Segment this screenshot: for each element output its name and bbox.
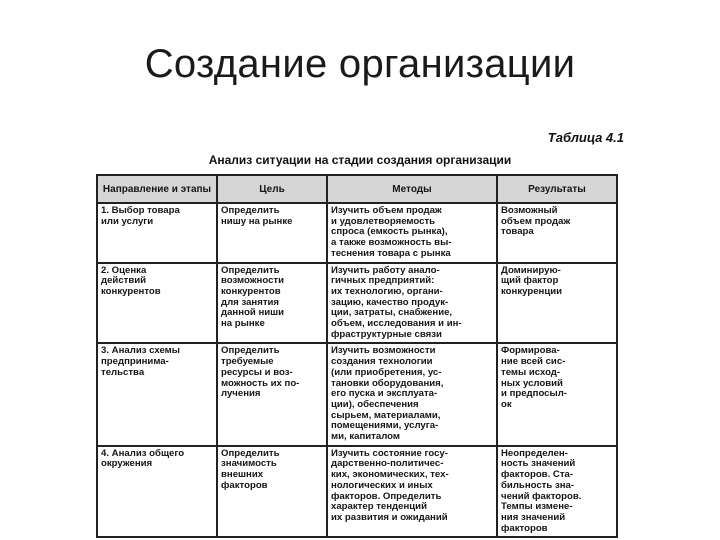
cell-goal	[217, 263, 327, 344]
header-results: Результаты	[497, 175, 617, 203]
cell-text: 2. Оценка действий конкурентов	[101, 264, 161, 297]
cell-methods	[327, 446, 497, 538]
cell-text: Доминирую- щий фактор конкуренции	[501, 264, 563, 297]
table-header-row	[97, 175, 617, 203]
cell-results	[497, 263, 617, 344]
cell-text: 1. Выбор товара или услуги	[101, 205, 180, 227]
cell-text: Изучить объем продаж и удовлетворяемость спроса (емкость рынка), а также возможность вы- теснения товара с рынка	[331, 205, 452, 259]
header-direction: Направление и этапы	[97, 175, 217, 203]
cell-results	[497, 203, 617, 263]
header-methods: Методы	[327, 175, 497, 203]
cell-text: Неопределен- ность значений факторов. Ста- бильность зна- чений факторов. Темпы измене- ния значений факторов	[501, 447, 582, 534]
table-row	[97, 446, 617, 538]
cell-goal	[217, 446, 327, 538]
cell-text: Изучить возможности создания технологии (или приобретения, ус- тановки оборудования, его пуска и эксплуата- ции), обеспечения сырьем, материалами, помещениями, услуга- ми, капиталом	[331, 345, 444, 443]
cell-goal	[217, 203, 327, 263]
cell-results	[497, 446, 617, 538]
cell-text: 3. Анализ схемы предпринима- тельства	[101, 345, 180, 378]
cell-results	[497, 343, 617, 445]
cell-methods	[327, 203, 497, 263]
cell-text: Определить нишу на рынке	[221, 205, 293, 227]
cell-text: Изучить состояние госу- дарственно-политичес- ких, экономических, тех- нологических и иных факторов. Определить характер тенденций их развития и ожиданий	[331, 447, 449, 523]
cell-text: Определить возможности конкурентов для занятия данной ниши на рынке	[221, 264, 285, 330]
cell-direction	[97, 343, 217, 445]
slide-title: Создание организации	[144, 42, 576, 86]
situation-analysis-table	[96, 174, 618, 538]
cell-text: Формирова- ние всей сис- темы исход- ных условий и предпосыл- ок	[501, 345, 567, 410]
cell-text: Возможный объем продаж товара	[501, 205, 571, 238]
cell-text: 4. Анализ общего окружения	[101, 447, 185, 470]
cell-goal	[217, 343, 327, 445]
cell-methods	[327, 343, 497, 445]
cell-direction	[97, 446, 217, 538]
header-goal: Цель	[217, 175, 327, 203]
cell-direction	[97, 263, 217, 344]
cell-methods	[327, 263, 497, 344]
cell-direction	[97, 203, 217, 263]
table-number: Таблица 4.1	[547, 130, 624, 145]
table-row	[97, 263, 617, 344]
cell-text: Изучить работу анало- гичных предприятий: их технологию, органи- зацию, качество продук- ции, затраты, снабжение, объем, исследования и ин- фраструктурные связи	[331, 264, 462, 340]
cell-text: Определить значимость внешних факторов	[221, 447, 280, 491]
table-row	[97, 343, 617, 445]
table-caption: Анализ ситуации на стадии создания организации	[208, 153, 512, 167]
table-row	[97, 203, 617, 263]
cell-text: Определить требуемые ресурсы и воз- можность их по- лучения	[221, 345, 300, 400]
